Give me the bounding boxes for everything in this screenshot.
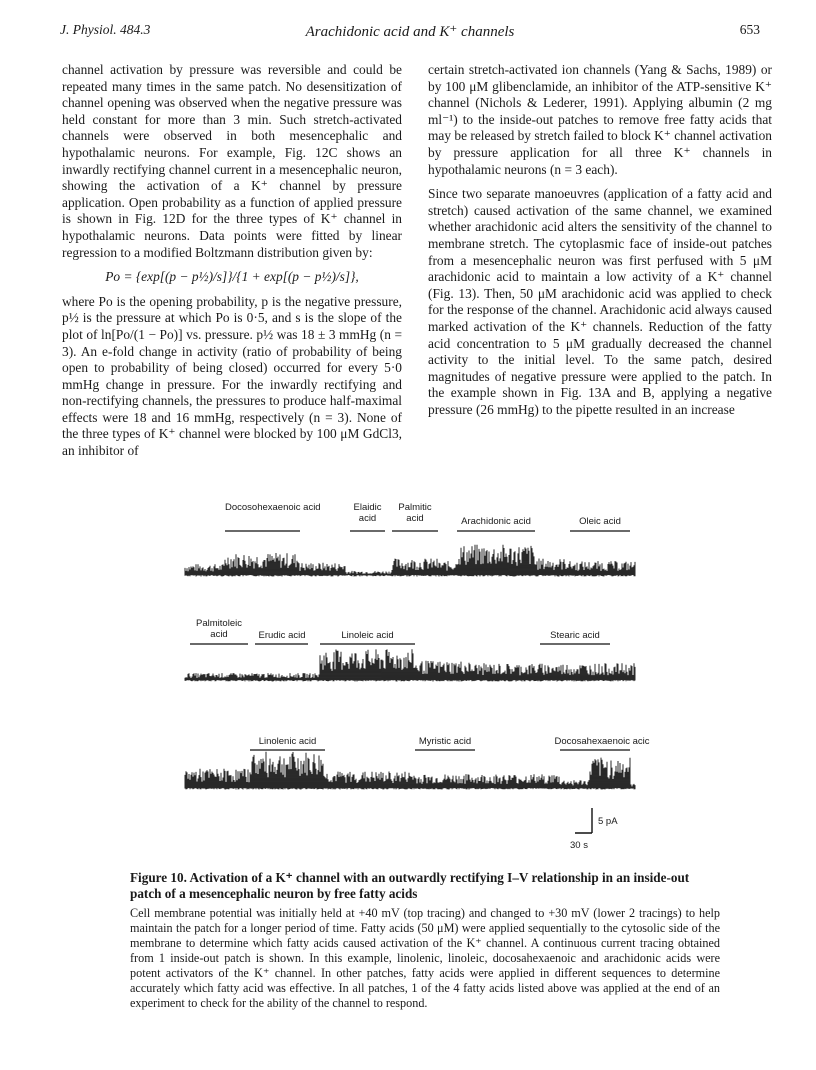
figure-caption-title: Figure 10. Activation of a K⁺ channel with an outwardly rectifying I–V relationship in an inside-out patch of a mesencephalic neuron by free fatty acids: [130, 870, 690, 901]
running-title: Arachidonic acid and K⁺ channels: [305, 24, 515, 40]
right-column: [428, 62, 772, 426]
page-number: 653: [739, 22, 760, 37]
current-traces: [170, 500, 650, 860]
label-erudic: Erudic acid: [258, 630, 306, 641]
label-docosahexaenoic: Docosahexaenoic acic: [554, 736, 650, 747]
label-palmitoleic: Palmitoleic acid: [196, 618, 242, 640]
scale-current-label: 5 pA: [598, 816, 618, 827]
page-header: [60, 22, 760, 42]
label-palmitic: Palmitic acid: [398, 502, 432, 524]
label-oleic: Oleic acid: [579, 516, 621, 527]
label-elaidic: Elaidic acid: [353, 502, 382, 524]
label-docosohexaenoic: Docosohexaenoic acid: [225, 502, 321, 513]
left-paragraph-2: where Po is the opening probability, p is the negative pressure, p½ is the pressure at which Po is 0·5, and s is the slope of the plot of ln[Po/(1 − Po)] vs. pressure. p½ was 18 ± 3 mmHg (n = 3). An e-fold change in activity (ratio of probability of being open to probability of being closed) occurred for every 5·0 mmHg change in pressure. For the inwardly rectifying and non-rectifying channels, the pressures to produce half-maximal effects were 18 and 16 mmHg, respectively (n = 3). None of the three types of K⁺ channel were blocked by 100 μM GdCl3, an inhibitor of: [62, 293, 402, 459]
scale-bar: [575, 808, 592, 833]
left-paragraph-1: channel activation by pressure was reversible and could be repeated many times in the same patch. No desensitization of channel opening was observed when the negative pressure was held constant for more than 3 min. Such stretch-activated channels were observed in both mesencephalic and hypothalamic neurons. For example, Fig. 12C shows an inwardly rectifying channel current in a mesencephalic neuron, showing the activation of a K⁺ channel by pressure application. Open probability as a function of applied pressure is shown in Fig. 12D for the three types of K⁺ channel in hypothalamic neurons. Data points were fitted by linear regression to a modified Boltzmann distribution given by:: [62, 62, 402, 260]
trace-3: [185, 752, 635, 790]
figure-caption-body: Cell membrane potential was initially held at +40 mV (top tracing) and changed to +30 mV (lower 2 tracings) to help maintain the patch for a longer period of time. Fatty acids (50 μM) were applied sequentially to the cytosolic side of the membrane to determine which fatty acids caused activation of the K⁺ channel. A continuous current tracing obtained from 1 inside-out patch is shown. In this example, linolenic, linoleic, docosahexaenoic and arachidonic acids were potent activators of the K⁺ channel. In other patches, fatty acids were applied in different sequences to determine accurately which fatty acid was effective. In all patches, 1 of the 4 fatty acids listed above was applied at the end of an experiment to check for the ability of the channel to respond.: [130, 906, 720, 1010]
trace1-waveform: [185, 545, 635, 577]
left-column: [62, 62, 402, 468]
trace2-waveform: [185, 649, 635, 681]
figure-10: [170, 500, 650, 860]
label-linolenic: Linolenic acid: [258, 736, 317, 747]
trace-2: [185, 649, 635, 681]
label-stearic: Stearic acid: [550, 630, 600, 641]
trace-1: [185, 545, 635, 577]
label-arachidonic: Arachidonic acid: [461, 516, 531, 527]
boltzmann-equation: Po = {exp[(p − p½)/s]}/{1 + exp[(p − p½)/s]},: [105, 269, 359, 285]
right-paragraph-2: Since two separate manoeuvres (application of a fatty acid and stretch) caused activation of the same channel, we examined whether arachidonic acid alters the sensitivity of the channel to membrane stretch. The cytoplasmic face of inside-out patches from a mesencephalic neuron was first perfused with 5 μM arachidonic acid to maintain a low activity of a K⁺ channel (Fig. 13). Then, 50 μM arachidonic acid was applied to check for the response of the channel. Arachidonic acid always caused marked activation of the K⁺ channels. Reduction of the fatty acid concentration to 5 μM gradually decreased the channel activity to the initial level. To the same patch, desired magnitudes of negative pressure were applied to the patch. In the example shown in Fig. 13A and B, applying a negative pressure (26 mmHg) to the pipette resulted in an increase: [428, 186, 772, 417]
scale-time-label: 30 s: [570, 840, 588, 851]
trace3-waveform: [185, 752, 635, 790]
right-paragraph-1: certain stretch-activated ion channels (Yang & Sachs, 1989) or by 100 μM glibenclamide, an inhibitor of the ATP-sensitive K⁺ channel (Nichols & Lederer, 1991). Applying albumin (2 mg ml⁻¹) to the inside-out patches to remove free fatty acids that may be released by stretch failed to block K⁺ channel activation by pressure application for all three K⁺ channels in hypothalamic neurons (n = 3 each).: [428, 62, 772, 177]
label-linoleic: Linoleic acid: [341, 630, 394, 641]
label-myristic: Myristic acid: [418, 736, 472, 747]
journal-name: J. Physiol. 484.3: [60, 22, 151, 37]
